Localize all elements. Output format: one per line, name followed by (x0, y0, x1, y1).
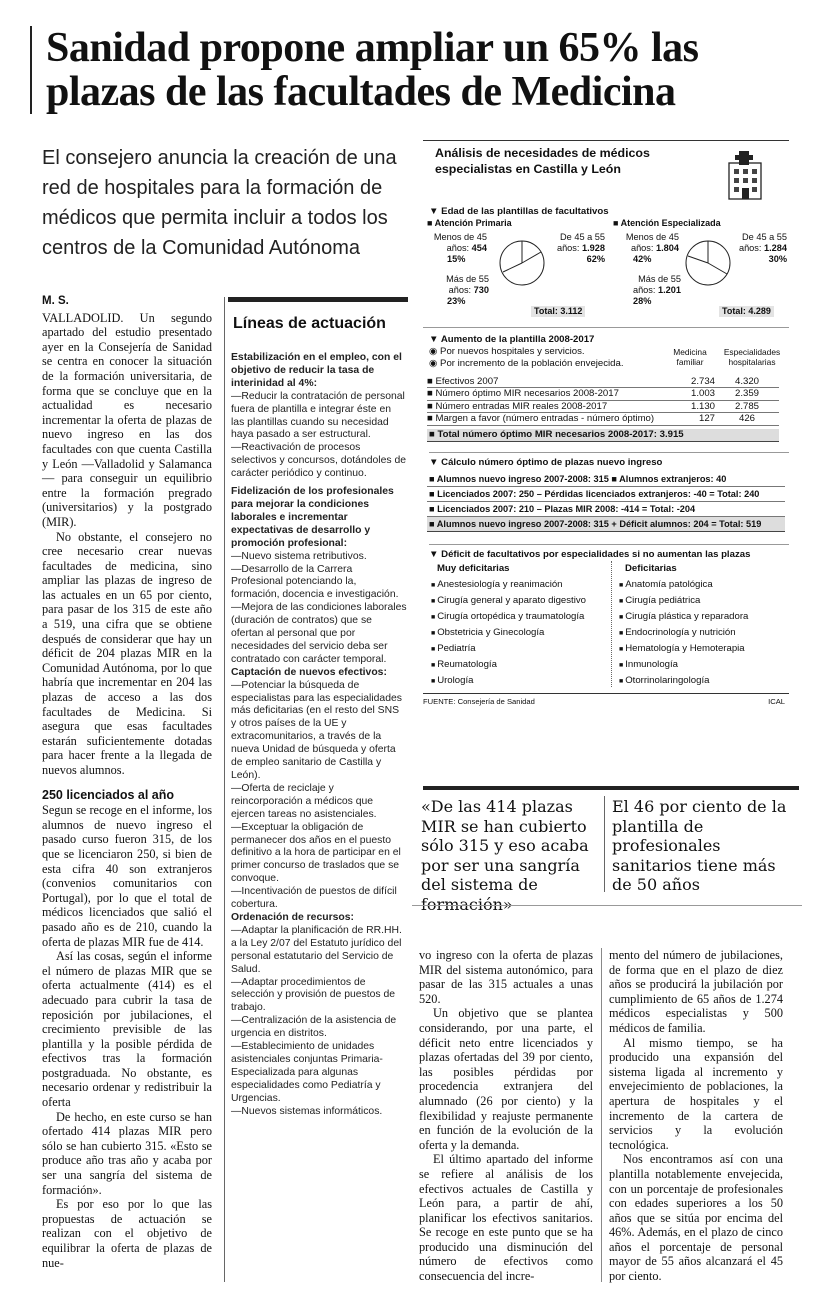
sidebar-item: —Reactivación de procesos selectivos y concursos, dotándoles de carácter periódico y continuo. (231, 442, 407, 480)
paragraph: Segun se recoge en el informe, los alumnos de nuevo ingreso el pasado curso fueron 315, de los que se licenciaron 250, si bien de esta cifra 40 son extranjeros (convenios comunitarios con Portugal), por lo que el total de médicos licenciados que salió el pasado año es de 210, cuando la oferta de plazas MIR fue de 414. (42, 803, 212, 949)
pullquote-bottom-rule (412, 905, 802, 906)
article-column-3 (419, 948, 593, 1284)
sidebar-section-title: Fidelización de los profesionales para mejorar la condiciones laborales e incrementar expectativas de desarrollo y promoción profesional: (231, 486, 394, 549)
calc-row: ■ Licenciados 2007: 250 – Pérdidas licenciados extranjeros: -40 = Total: 240 (427, 487, 785, 502)
list-deficitarias: Deficitarias ■ Anatomía patológica ■ Cirugía pediátrica ■ Cirugía plástica y reparadora ■ Endocrinología y nutrición ■ Hematología y Hemoterapia ■ Inmunología ■ Otorrinolaringología (619, 563, 789, 689)
section-title (429, 206, 789, 218)
sidebar-item: —Reducir la contratación de personal fuera de plantilla e integrar éste en las plantillas cuando su necesidad haya pasado a ser estructural. (231, 390, 405, 441)
agency-credit: ICAL (768, 696, 785, 706)
pie-legend-right: De 45 a 55 años: 1.284 30% (738, 232, 787, 264)
section-title-text: Cálculo número óptimo de plazas nuevo ingreso (441, 456, 663, 468)
paragraph: Un objetivo que se plantea considerando, por una parte, el déficit neto entre licenciados y plazas ofertadas del 39 por ciento, las posibles pérdidas por procedencia extranjera del alumnado (26 por ciento) y la flexibilidad y reajuste permanente en función de la evolución de la oferta y la demanda. (419, 1006, 593, 1152)
sidebar-item: —Adaptar procedimientos de selección y provisión de puestos de trabajo. (231, 976, 396, 1014)
pie-chart (497, 238, 547, 288)
paragraph: Así las cosas, según el informe el número de plazas MIR que se oferta actualmente (414) es el adecuado para cubrir la tasa de reposición por jubilaciones, el crecimiento previsible de las plantilla y la posible pérdida de efectivos tras la formación postgraduada. No obstante, es necesario ordenar y redistribuir la oferta (42, 949, 212, 1110)
pie-legend-bottom: Más de 55 años: 730 23% (446, 274, 489, 306)
paragraph: De hecho, en este curso se han ofertado 414 plazas MIR pero sólo se han cubierto 315. «Esto se produce año tras año y acaba por ser una sangría del sistema de formación». (42, 1109, 212, 1197)
list-item: ■ Anatomía patológica (619, 578, 713, 590)
triangle-down-icon: ▼ (429, 548, 439, 560)
paragraph: Nos encontramos así con una plantilla notablemente envejecida, con un porcentaje de profesionales con edades superiores a los 50 años que se sitúa por encima del 46%. Además, en el plazo de cinco años el porcentaje de personal mayor de 55 años alcanzará el 45 por ciento. (609, 1152, 783, 1284)
pie-label: ■ Atención Primaria (427, 218, 512, 228)
pullquote-1: «De las 414 plazas MIR se han cubierto sólo 315 y eso acaba por ser una sangría del sistema de formación» (421, 797, 589, 914)
byline: M. S. (42, 295, 69, 307)
legend-item: ◉ Por incremento de la población envejecida. (429, 358, 624, 369)
sidebar-section-title: Captación de nuevos efectivos: (231, 666, 387, 678)
article-column-4 (609, 948, 783, 1284)
article-column-1 (42, 294, 212, 1270)
aumento-table (427, 376, 779, 426)
table-row: ■ Margen a favor (número entradas - número óptimo) 127 426 (427, 413, 779, 425)
list-muy-deficitarias: Muy deficitarias ■ Anestesiología y reanimación ■ Cirugía general y aparato digestivo ■ Cirugía ortopédica y traumatología ■ Obstetricia y Ginecología ■ Pediatría ■ Reumatología ■ Urología (431, 563, 611, 689)
list-item: ■ Cirugía general y aparato digestivo (431, 594, 586, 606)
section-title (429, 452, 789, 469)
paragraph: No obstante, el consejero no cree necesario crear nuevas facultades de medicina, sino ampliar las plazas de ingreso de las actuales en un 65 por ciento, para pasar de los 315 de este año a 519, una cifra que se obtiene después de considerar que hay un déficit de 204 plazas MIR en la Comunidad Autónoma, por lo que habría que incrementar en 204 las plazas de acceso a las dos facultades de Medicina. Si asegura que esas facultades estarán suficientemente dotadas para hacer frente a la llegada de nuevos alumnos. (42, 529, 212, 777)
list-item: ■ Obstetricia y Ginecología (431, 626, 545, 638)
sidebar-item: —Potenciar la búsqueda de especialistas para las especialidades más deficitarias (en el resto del SNS y otros países de la UE y extracomunitarios, a través de la nueva Unidad de búsqueda y oferta de empleo sanitario de Castilla y León). (231, 679, 402, 781)
list-item: ■ Cirugía ortopédica y traumatología (431, 610, 585, 622)
list-item: ■ Inmunología (619, 658, 678, 670)
sidebar-item: —Centralización de la asistencia de urgencia en distritos. (231, 1015, 397, 1040)
sidebar-item: —Establecimiento de unidades asistenciales conjuntas Primaria-Especializada para algunas especialidades como Pediatría y Urgencias. (231, 1041, 383, 1104)
hospital-icon (723, 149, 767, 201)
pie-total: Total: 3.112 (531, 306, 585, 317)
column-divider (224, 297, 225, 1282)
pullquote-rule (423, 786, 799, 790)
list-item: ■ Endocrinología y nutrición (619, 626, 736, 638)
elderly-bullet-icon: ◉ (429, 358, 438, 369)
paragraph: VALLADOLID. Un segundo apartado del estudio presentado ayer en la Consejería de Sanidad se centra en conocer la situación de la formación universitaria, de forma que se concluye que en la actualidad es necesario incrementar la oferta de plazas de nuevo ingreso en las dos facultades con que cuenta Castilla y León —Valladolid y Salamanca— para conseguir un equilibrio entre la formación pregrado (universitarios) y la postgrado (MIR). (42, 310, 212, 529)
source-credit: FUENTE: Consejería de Sanidad (423, 696, 535, 706)
sidebar-item: —Mejora de las condiciones laborales (duración de contratos) que se ofertan al personal que por necesidades del servicio deba ser contratado con carácter temporal. (231, 602, 407, 665)
section-title-text: Déficit de facultativos por especialidades si no aumentan las plazas (441, 548, 751, 560)
pie-total: Total: 4.289 (719, 306, 774, 317)
pie-label: ■ Atención Especializada (613, 218, 721, 228)
sidebar-item: —Exceptuar la obligación de permanecer dos años en el puesto definitivo a la hora de participar en el primer concurso de traslados que se convoque. (231, 821, 401, 885)
pullquote-divider (604, 796, 605, 892)
sidebar-item: —Oferta de reciclaje y reincorporación a médicos que ejercen tareas no asistenciales. (231, 782, 377, 820)
sidebar-item: —Desarrollo de la Carrera Profesional potenciando la, formación, docencia e investigación. (231, 563, 399, 601)
pie-legend-bottom: Más de 55 años: 1.201 28% (632, 274, 681, 306)
pie-legend-left: Menos de 45 años: 454 15% (433, 232, 487, 264)
pie-atencion-especializada (613, 218, 789, 322)
paragraph: mento del número de jubilaciones, de forma que en el plazo de diez años se producirá la jubilación por cumplimiento de 65 años de 1.274 médicos especialistas y 500 médicos de familia. (609, 948, 783, 1035)
sidebar-rule (228, 297, 408, 302)
sidebar-section-title: Ordenación de recursos: (231, 911, 354, 923)
triangle-down-icon: ▼ (429, 334, 439, 345)
hospital-bullet-icon: ◉ (429, 346, 438, 357)
list-item: ■ Otorrinolaringología (619, 674, 710, 686)
section-title-text: Aumento de la plantilla 2008-2017 (440, 334, 595, 345)
paragraph: El último apartado del informe se refiere al análisis de los efectivos actuales de Castilla y León para, a partir de ahí, planificar los efectivos sanitarios. Se recoge en este punto que se ha producido una disminución del número de efectivos como consecuencia del incre- (419, 1152, 593, 1284)
infographic (423, 140, 789, 708)
list-item: ■ Urología (431, 674, 474, 686)
pie-atencion-primaria (427, 218, 603, 322)
column-header: Medicina familiar (673, 347, 707, 367)
table-row: ■ Efectivos 2007 2.734 4.320 (427, 376, 779, 388)
sidebar-item: —Nuevo sistema retributivos. (231, 550, 367, 562)
section-title-text: Edad de las plantillas de facultativos (441, 206, 609, 217)
table-row: ■ Número óptimo MIR necesarios 2008-2017 1.003 2.359 (427, 388, 779, 400)
subheading: 250 licenciados al año (42, 787, 175, 802)
total-row: ■ Total número óptimo MIR necesarios 2008-2017: 3.915 (427, 429, 779, 442)
list-item: ■ Anestesiología y reanimación (431, 578, 563, 590)
calc-row: ■ Alumnos nuevo ingreso 2007-2008: 315 ■ Alumnos extranjeros: 40 (427, 472, 785, 487)
sidebar-title: Líneas de actuación (233, 315, 386, 332)
sidebar-item: —Nuevos sistemas informáticos. (231, 1105, 383, 1117)
list-divider (611, 561, 612, 687)
list-item: ■ Cirugía plástica y reparadora (619, 610, 749, 622)
section-title (429, 334, 789, 346)
paragraph: Es por eso por lo que las propuestas de actuación se realizan con el objetivo de equilibrar la oferta de plazas de nue- (42, 1197, 212, 1270)
paragraph: Al mismo tiempo, se ha producido una expansión del sistema ligada al incremento y envejecimiento de poblaciones, la apertura de hospitales y el incremento de la cartera de servicios y la evolución tecnológica. (609, 1035, 783, 1152)
sidebar-section-title: Estabilización en el empleo, con el objetivo de reducir la tasa de interinidad al 4%: (231, 352, 402, 389)
section-title (429, 544, 789, 561)
pie-chart (683, 238, 733, 288)
triangle-down-icon: ▼ (429, 456, 439, 468)
infographic-title: Análisis de necesidades de médicos especialistas en Castilla y León (435, 146, 650, 176)
list-item: ■ Reumatología (431, 658, 497, 670)
table-row: ■ Número entradas MIR reales 2008-2017 1.130 2.785 (427, 401, 779, 413)
list-item: ■ Pediatría (431, 642, 476, 654)
paragraph: vo ingreso con la oferta de plazas MIR del sistema autonómico, para pasar de las 315 actuales a unas 520. (419, 948, 593, 1006)
deck: El consejero anuncia la creación de una red de hospitales para la formación de médicos que permita incluir a todos los centros de la Comunidad Autónoma (42, 147, 397, 259)
column-header: Especialidades hospitalarias (723, 347, 781, 367)
column-divider (601, 948, 602, 1282)
pie-legend-right: De 45 a 55 años: 1.928 62% (556, 232, 605, 264)
list-item: ■ Cirugía pediátrica (619, 594, 701, 606)
calc-row: ■ Licenciados 2007: 210 – Plazas MIR 2008: -414 = Total: -204 (427, 502, 785, 517)
pullquote-2: El 46 por ciento de la plantilla de profesionales sanitarios tiene más de 50 años (612, 797, 787, 894)
sidebar-lineas (231, 352, 407, 1118)
pie-legend-left: Menos de 45 años: 1.804 42% (625, 232, 679, 264)
triangle-down-icon: ▼ (429, 206, 439, 217)
sidebar-item: —Adaptar la planificación de RR.HH. a la Ley 2/07 del Estatuto jurídico del personal estatutario del Servicio de Salud. (231, 924, 402, 975)
calc-row: ■ Alumnos nuevo ingreso 2007-2008: 315 + Déficit alumnos: 204 = Total: 519 (427, 517, 785, 532)
list-item: ■ Hematología y Hemoterapia (619, 642, 745, 654)
sidebar-item: —Incentivación de puestos de difícil cobertura. (231, 886, 397, 911)
legend-item: ◉ Por nuevos hospitales y servicios. (429, 346, 585, 357)
headline: Sanidad propone ampliar un 65% las plazas de las facultades de Medicina (30, 26, 810, 114)
